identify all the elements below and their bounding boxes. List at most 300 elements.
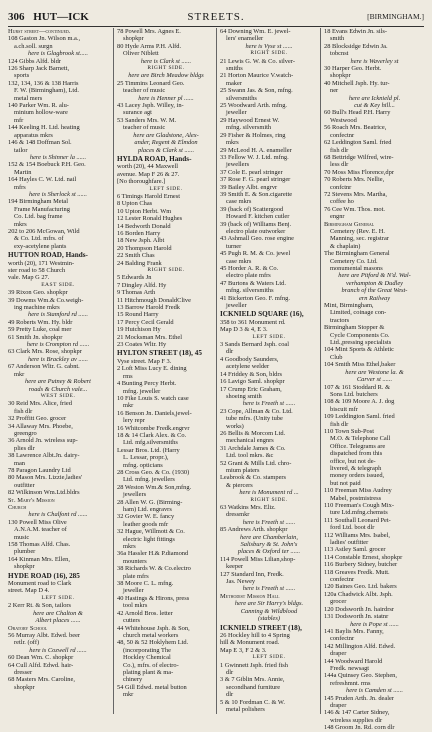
directory-entry-line: 17 Percy Cecil Gerald xyxy=(117,318,174,326)
directory-entry-line: mechanical engnrs xyxy=(226,437,274,445)
cross-street-note: here are Birch Meadow bldgs xyxy=(128,72,204,80)
directory-entry-line: A.N.A.M. teacher of xyxy=(14,526,67,534)
directory-entry-line: 82 Wilkinson Wm.Ltd.bldrs xyxy=(8,489,80,497)
directory-entry-line: 24 Balding Frank xyxy=(117,259,162,267)
directory-entry-line: 164 Hayles C. W. Ltd. nail xyxy=(8,176,77,184)
cross-street-note: here are Putney & Robert xyxy=(25,378,91,386)
directory-entry-line: plies dlr xyxy=(14,444,35,452)
directory-entry-line: 10 Upton Herbt. Wm xyxy=(117,207,172,215)
directory-entry-line: but not paid xyxy=(330,479,361,487)
directory-entry-line: M.O. & Telephone Call xyxy=(330,435,391,443)
directory-entry-line: 11 Hitchmough DonaldClive xyxy=(117,296,191,304)
directory-entry-line: mkr xyxy=(123,402,134,410)
directory-entry-line: 23 Cope, Allman & Co. Ltd. xyxy=(220,407,293,415)
directory-entry-line: & Co. Ltd. mfrs. of xyxy=(14,235,64,243)
directory-entry-line: 40 Hastings & Hirons, press xyxy=(117,594,190,602)
directory-entry-line: 45 Horder A. R. & Co. xyxy=(220,265,279,272)
directory-entry-line: St. Mary's Mission xyxy=(8,496,55,504)
directory-entry-line: 42 Arnold Bros. letter xyxy=(117,609,173,617)
directory-entry-line: 16 Whitcombe Fredk.engrvr xyxy=(117,424,190,432)
directory-entry-line: Cemetery (Rev. E. H. xyxy=(330,227,385,235)
side-heading: EAST SIDE. xyxy=(41,281,75,288)
directory-entry-line: 4 Goodbody Saunders, xyxy=(220,355,279,363)
directory-entry-line: Mint, Birmingham, xyxy=(324,302,374,310)
directory-entry-line: 43 Lacey Jsph. Willey, in- xyxy=(117,102,184,110)
directory-entry-line: L. Lessar, propr.), xyxy=(123,454,169,462)
cross-street-note: here is Vyse st ...... xyxy=(245,42,293,50)
directory-entry-line: rms xyxy=(123,372,133,380)
directory-entry-line: hill & Monument road. xyxy=(220,639,280,647)
directory-entry-line: 64 Cull Alfd. Edwd. hair- xyxy=(8,661,74,669)
directory-entry-line: 63 Watkins Mrs. Eliz. xyxy=(220,504,276,511)
directory-entry-line: 38 Richards W. & Co.electro xyxy=(117,565,191,573)
directory-entry-line: Vyse street. Map F 3. xyxy=(117,357,172,365)
directory-entry-line: exy-acetylene plants xyxy=(14,242,67,250)
side-heading: LEFT SIDE. xyxy=(149,185,183,192)
directory-entry-line: 76 Cee Wm. Thos. mot. xyxy=(324,205,386,213)
directory-entry-line: 23 Coates Wltr. Hy xyxy=(117,341,167,349)
directory-entry-line: vale. Map G 27. xyxy=(8,274,50,282)
directory-entry-line: 120 Baines Geo. Ltd. bakers xyxy=(324,583,397,591)
directory-entry-line: 21 Horton Maurice V.watch- xyxy=(220,72,294,80)
directory-entry-line: confectnr xyxy=(330,131,355,139)
page-number: 306 xyxy=(8,11,25,23)
directory-entry-line: acetylene welder xyxy=(226,363,270,371)
directory-entry-line: 29 Haywood Ernest W. xyxy=(220,116,280,124)
cross-street-note: here is Clark st ...... xyxy=(140,57,192,65)
directory-entry-line: 63 Clark Mrs. Rose, shopkpr xyxy=(8,348,82,356)
directory-entry-line: dlr xyxy=(226,668,234,676)
directory-entry-line: Howard F. kitchen cutler xyxy=(226,213,290,221)
directory-entry-line: 110 Freeman Miss Audrey xyxy=(324,487,392,495)
directory-entry-line: 12 Lester Ronald Hughes xyxy=(117,215,183,223)
directory-entry-line: 29 McLeod H. A. enameller xyxy=(220,146,292,154)
directory-entry-line: 108 & 109 Moore A. J. dog xyxy=(324,398,395,406)
directory-entry-line: Co.), mfrs. of electro- xyxy=(123,661,179,669)
directory-entry-line: smiths xyxy=(226,65,243,73)
directory-entry-line: 2 Kerr Rt. & Son, tailors xyxy=(8,602,72,610)
cross-street-note: cut & Key hill... xyxy=(354,102,395,110)
directory-entry-line: 9 Thomas Arth xyxy=(117,289,156,297)
directory-entry-line: 18 New Jsph. Albt xyxy=(117,237,165,245)
directory-entry-line: plating plant & ma- xyxy=(123,668,174,676)
directory-entry-line: less dlr xyxy=(330,161,349,169)
street-heading: HYDE ROAD (16), 285 xyxy=(8,571,80,580)
directory-entry-line: shopkpr xyxy=(14,683,35,691)
directory-entry-line: greengro xyxy=(14,429,37,437)
directory-columns xyxy=(8,28,424,732)
directory-entry-line: fish dlr xyxy=(330,420,349,428)
directory-entry-line: engnr xyxy=(330,213,345,221)
directory-entry-line: & piercers xyxy=(226,481,253,489)
directory-entry-line: 18 & 14 Clark Alex. & Co. xyxy=(117,431,187,439)
directory-entry-line: 72 Stevens Mrs. Martha, xyxy=(324,190,388,198)
directory-entry-line: turner xyxy=(226,242,242,250)
directory-entry-line: Jas. Newey xyxy=(226,578,256,586)
directory-entry-line: mfrs xyxy=(14,183,26,191)
directory-entry-line: 5 Edwards Jn xyxy=(117,274,152,282)
directory-entry-line: 16 Benson Jn. Daniels,jewel- xyxy=(117,409,192,417)
directory-entry-line: Fredk. newsagt xyxy=(330,664,370,672)
cross-street-note: here is Glagbrook st..... xyxy=(28,50,88,58)
directory-entry-line: 80 Hyde Arms P.H. Alfd. xyxy=(117,42,182,50)
cross-street-note: here is Sherlock st ...... xyxy=(29,190,87,198)
directory-entry-line: 13 Barrow Harold Fredk xyxy=(117,304,181,312)
directory-entry-line: 19 Hutchison Hy xyxy=(117,326,161,334)
directory-entry-line: refreshmnt. rms xyxy=(330,679,371,687)
directory-entry-line: Oliver Niblett xyxy=(123,50,159,58)
directory-entry-line: 124 Gibbs Alfd. bldr xyxy=(8,57,61,65)
side-heading: RIGHT SIDE. xyxy=(147,267,185,273)
cross-street-note: here is Stamford rd ...... xyxy=(28,311,88,319)
directory-entry-line: 130 Powell Miss Olive xyxy=(8,518,67,526)
directory-entry-line: ing machine mkrs xyxy=(14,304,60,312)
directory-entry-line: 36 Arnold Jn. wireless sup- xyxy=(8,437,78,445)
cross-street-note: here is Freeth st ...... xyxy=(242,400,296,408)
side-heading: RIGHT SIDE. xyxy=(250,50,288,57)
directory-entry-line: 14 Friddey & Son, bldrs xyxy=(220,370,282,378)
directory-entry-line: 113 Astley Saml. grocer xyxy=(324,546,386,554)
directory-entry-line: 36a Hassler H.& P.diamond xyxy=(117,550,189,558)
directory-entry-line: teacher of music xyxy=(123,124,166,132)
directory-entry-line: 110 Freeman's Cough Mix- xyxy=(324,502,394,509)
directory-entry-line: 32 Govier W. E. fancy xyxy=(117,513,175,521)
directory-entry-line: monumental masons xyxy=(330,265,383,272)
cross-street-note: ern Railway xyxy=(358,294,391,302)
directory-entry-line: Manning, sec. registrar xyxy=(330,235,389,243)
cross-street-note: here are Chalton & xyxy=(33,609,83,617)
directory-entry-line: 145 Pruden Arth. Jn. dealer xyxy=(324,694,394,702)
cross-street-note: Canning & Wildblood xyxy=(240,607,298,615)
directory-entry-line: 144a Quinsey Geo. Stephen, xyxy=(324,672,397,680)
directory-entry-line: jewellers xyxy=(123,491,147,499)
cross-street-note: here is Freeth st ...... xyxy=(242,518,296,526)
directory-entry-line: Hockley Chemical xyxy=(123,654,171,662)
directory-entry-line: 64 Downing Wm. E. jewel- xyxy=(220,28,291,35)
directory-entry-line: 18 Evans Edwin Jn. sils- xyxy=(324,28,388,35)
directory-entry-line: mfng. silversmiths xyxy=(226,287,274,295)
directory-entry-line: 37 Cole E. pearl stringer xyxy=(220,168,283,176)
directory-entry-line: 109 Leddington Saml. fried xyxy=(324,413,395,421)
directory-entry-line: 120a Chadwick Albt. Jsph. xyxy=(324,590,393,598)
directory-entry-line: 47 Burtons & Waters Ltd. xyxy=(220,279,286,287)
directory-entry-line: 141 Baylis Mrs. Fanny, xyxy=(324,627,384,635)
directory-entry-line: 56 Roach Mrs. Beatrice, xyxy=(324,124,387,132)
cross-street-note: here is Waverley st xyxy=(350,57,399,65)
directory-entry-line: 148 Groom Jn. Rd. corn dlr xyxy=(324,724,395,732)
directory-entry-line: coffee ho xyxy=(330,198,354,206)
directory-entry-line: 30 Reid Mrs. Alice, fried xyxy=(8,400,72,408)
directory-entry-line: Ltd. mfg.silversmiths xyxy=(123,439,178,447)
directory-entry-line: jeweller xyxy=(226,109,247,117)
directory-entry-line: 44 Whitehouse Jsph. & Son, xyxy=(117,624,190,632)
directory-entry-line: Monument road to Clark xyxy=(8,580,72,588)
directory-entry-line: F. W. (Birmingham), Ltd. xyxy=(14,87,79,95)
publisher-label: [BIRMINGHAM.] xyxy=(367,12,424,21)
directory-entry-line: dlr xyxy=(226,691,234,699)
directory-entry-line: 28 Blocksidge Edwin Ja. xyxy=(324,42,388,50)
page-header xyxy=(8,8,424,27)
directory-entry-line: Birmingham General xyxy=(324,220,375,228)
directory-entry-line: 61 Smith Jn. shopkpr xyxy=(8,333,63,341)
directory-entry-line: mkrs xyxy=(123,543,136,551)
directory-entry-line: tailor xyxy=(14,146,28,154)
directory-entry-line: 45 Pugh R. M. & Co. jewel xyxy=(220,250,291,258)
cross-street-note: here is Pope st ...... xyxy=(350,620,399,628)
directory-entry-line: 43 Ashmall Geo. rose engine xyxy=(220,235,295,243)
column-3 xyxy=(216,28,318,714)
directory-entry-line: jewellers xyxy=(226,161,250,169)
street-heading: HUTTON ROAD, Hands- xyxy=(8,251,88,260)
directory-entry-line: money orders issued, xyxy=(330,472,385,480)
side-heading: RIGHT SIDE. xyxy=(250,496,288,503)
directory-entry-line: apparatus mkrs xyxy=(14,131,53,139)
cross-street-note: here are Chamberlain, xyxy=(240,533,298,541)
directory-entry-line: 39 Bailey Albt. engrvr xyxy=(220,183,278,191)
directory-entry-line: draper xyxy=(330,701,347,709)
directory-entry-line: jeweller xyxy=(226,302,247,310)
directory-entry-line: cutters xyxy=(123,617,141,625)
directory-entry-line: 39 Rixon Geo. shopkpr xyxy=(8,289,68,297)
directory-entry-line: secondhand furniture xyxy=(226,683,281,691)
directory-entry-line: plate mfrs xyxy=(123,572,149,580)
directory-entry-line: Office. Telegrams are xyxy=(330,442,386,450)
directory-entry-line: lery repr xyxy=(123,417,145,425)
directory-entry-line: tobcnst xyxy=(330,50,349,58)
directory-entry-line: 40 Mitchell Jsph. Hy. tur- xyxy=(324,79,390,87)
directory-entry-line: 194 Birmingham Metal xyxy=(8,198,68,206)
directory-entry-line: ner xyxy=(330,87,339,95)
directory-entry-line: Co. Ltd. bag frame xyxy=(14,213,63,221)
directory-entry-line: wireless supplies dlr xyxy=(330,716,383,724)
directory-entry-line: man xyxy=(14,459,26,467)
directory-entry-line: 56 Murray Albt. Edwd. beer xyxy=(8,631,81,639)
cross-street-note: branch of the Great West- xyxy=(341,287,408,295)
directory-entry-line: confectnr xyxy=(330,576,355,584)
directory-entry-line: case mkrs xyxy=(226,198,252,206)
cross-street-note: here is Monument rd ... xyxy=(239,489,299,497)
directory-entry-line: Oratory School xyxy=(8,624,48,632)
directory-entry-line: 62 Leddington Saml. fried xyxy=(324,139,392,147)
directory-entry-line: ford Ltd. boot dlr xyxy=(330,524,375,532)
street-heading: HYLTON STREET (18), 45 xyxy=(117,349,202,358)
directory-entry-line: Lessar Bros. Ltd. (Harry xyxy=(117,446,180,454)
directory-entry-line: mfng. jeweller xyxy=(123,387,161,395)
directory-entry-line: 32 Hague, Willmott & Co. xyxy=(117,528,185,536)
directory-entry-line: shoeing smith xyxy=(226,392,262,400)
directory-entry-line: livered, & telegraph xyxy=(330,464,382,472)
cross-street-note: (stables) xyxy=(257,615,280,623)
directory-entry-line: 15 Round Harry xyxy=(117,311,159,319)
directory-entry-line: 25 Timmins Leonard Geo. xyxy=(117,79,185,87)
directory-entry-line: Hurst street—continued. xyxy=(8,28,71,35)
directory-entry-line: 131 Dodsworth Jn. statnr xyxy=(324,613,389,621)
directory-entry-line: 110 Town Sub-Post xyxy=(324,427,374,435)
cross-street-note: here is Cozwell rd ...... xyxy=(29,646,87,654)
directory-entry-line: works) xyxy=(226,422,244,430)
cross-street-note: Carver st ...... xyxy=(356,376,393,384)
cross-street-note: Albert places ...... xyxy=(35,617,81,625)
directory-entry-line: 39 (back of) Williams Benj. xyxy=(220,220,292,228)
directory-entry-line: 26 Bellis & Morcom Ltd. xyxy=(220,429,286,437)
side-heading: WEST SIDE. xyxy=(40,392,76,399)
directory-entry-line: 104 Mint Sports & Athletic xyxy=(324,346,394,354)
directory-entry-line: Leabrook & Co. stampers xyxy=(220,474,287,482)
directory-entry-line: 29 Fisher & Holmes, ring xyxy=(220,131,286,139)
directory-entry-line: Ltd. tool mkrs. &c xyxy=(226,452,274,460)
directory-entry-line: 78 Powell Mrs. Agnes E. xyxy=(117,28,181,35)
directory-entry-line: Cemetery Co. Ltd. xyxy=(330,257,378,265)
directory-entry-line: tube mfrs. (Unity tube xyxy=(226,415,283,423)
directory-entry-line: 25 Woodward Arth. mfng. xyxy=(220,102,287,110)
directory-entry-line: 39 Smith E. & Son.cigarette xyxy=(220,190,293,198)
directory-entry-line: 4 Bunting Percy Herbt. xyxy=(117,380,177,388)
cross-street-note: here are Westone la. & xyxy=(345,368,404,376)
directory-entry-line: ladies' outfitter xyxy=(330,539,369,547)
directory-entry-line: 38 Lawrence Albt.Jn. dairy- xyxy=(8,452,80,460)
directory-entry-line: 68 Masters Mrs. Caroline, xyxy=(8,676,75,684)
directory-entry-line: shopkpr xyxy=(123,35,144,43)
directory-entry-line: 3 & 7 Giblin Mrs. Annie, xyxy=(220,676,285,684)
directory-entry-line: 85 Andrews Arth. shopkpr xyxy=(220,526,288,534)
directory-entry-line: fish dlr xyxy=(14,407,33,415)
directory-entry-line: 52 Grant & Mills Ltd. chro- xyxy=(220,459,292,467)
directory-entry-line: 33 Fellow W. J. Ltd. mfng. xyxy=(220,153,289,161)
directory-entry-line: dresser xyxy=(14,668,33,676)
column-1 xyxy=(8,28,108,714)
directory-entry-line: chinery xyxy=(123,676,143,684)
directory-entry-line: jeweller xyxy=(123,587,144,595)
directory-entry-line: 16 Borden Harry xyxy=(117,229,161,237)
directory-entry-line: 32 Proffitt Geo. grocer xyxy=(8,415,67,423)
directory-entry-line: 68 Bettridge Wilfred, wire- xyxy=(324,153,394,161)
directory-entry-line: 54 Gill Edwd. metal button xyxy=(117,683,187,691)
directory-entry-line: mkr xyxy=(123,691,134,699)
directory-entry-line: 28 Cross Geo. & Co. (1930) xyxy=(117,468,190,476)
directory-entry-line: 39 (back of) Scattergood xyxy=(220,205,284,213)
column-4 xyxy=(320,28,425,732)
directory-entry-line: 1 Gwinnett Jsph. fried fish xyxy=(220,661,288,669)
directory-entry-line: 8 Upton Chas xyxy=(117,200,153,208)
directory-entry-line: case mkrs xyxy=(226,257,252,265)
directory-entry-line: electro plate outworker xyxy=(226,227,286,235)
directory-entry-line: Mabel, postmistress xyxy=(330,494,382,502)
directory-entry-line: 78 Paragon Laundry Ltd xyxy=(8,466,71,474)
directory-entry-line: smith xyxy=(330,35,345,43)
directory-entry-line: shopkpr xyxy=(14,563,35,571)
cross-street-note: here is Camden st ...... xyxy=(346,687,403,695)
directory-entry-line: 70 Moss Miss Florence,dpr xyxy=(324,168,394,176)
cross-street-note: here is Henner pl ...... xyxy=(138,94,194,102)
directory-entry-line: 202 to 206 McGowan, Wild xyxy=(8,227,80,235)
directory-entry-line: 158 Thomas Alfd. Chas. xyxy=(8,541,71,549)
page-title: STREETS. xyxy=(187,11,245,23)
directory-entry-line: sports xyxy=(14,72,30,80)
cross-street-note: here is Crompton rd ...... xyxy=(26,341,90,349)
directory-entry-line: dressmkr xyxy=(226,511,250,519)
directory-entry-line: silversmiths xyxy=(226,94,257,102)
directory-entry-line: 37 Rose F. G. pearl stringer xyxy=(220,176,291,184)
directory-entry-line: 108 Gaston Jn. Wilson m.a., xyxy=(8,35,81,43)
directory-entry-line: 120 Dodsworth Jn. hairdrsr xyxy=(324,605,394,613)
directory-entry-line: 118 Greaves Fredk. Mutt. xyxy=(324,568,390,576)
directory-entry-line: maker xyxy=(226,79,242,87)
directory-entry-line: 6 Timings Harold Ernest xyxy=(117,192,181,200)
cross-street-note: here are Pitford & N'd. Wal- xyxy=(338,272,411,280)
cross-street-note: here are Icknield pl. xyxy=(348,94,401,102)
directory-entry-line: 31 Archdale James & Co. xyxy=(220,444,286,452)
directory-entry-line: metal mers xyxy=(14,94,43,102)
directory-entry-line: 142 Millington Alfd. Edwd. xyxy=(324,642,396,650)
directory-entry-line: 59 Pretty Luke, coal mer xyxy=(8,326,72,334)
directory-entry-line: keeper xyxy=(226,563,244,571)
directory-entry-line: a.ch.soll. surgn xyxy=(14,42,53,50)
cross-street-note: ander, Regent & Elmdon xyxy=(134,139,198,147)
directory-entry-line: 7 Dingley Alfd. Hy xyxy=(117,281,167,289)
directory-entry-line: confctnr xyxy=(330,183,352,191)
directory-entry-line: 20 Thompson Harold xyxy=(117,244,172,252)
directory-entry-line: 146 & 148 Doffman Sol. xyxy=(8,139,72,147)
side-heading: LEFT SIDE. xyxy=(252,654,286,661)
directory-entry-line: mkrs xyxy=(14,220,27,228)
directory-entry-line: 70 Roberts Mrs. Nellie, xyxy=(324,176,385,184)
directory-entry-line: 21 Mocksman Mrs. Ethel xyxy=(117,333,182,341)
cross-street-note: places & Clark st ...... xyxy=(137,146,195,154)
cross-street-note: verhampton & Dudley xyxy=(345,279,404,287)
directory-entry-line: 16 Lavigo Saml. shopkpr xyxy=(220,378,285,386)
directory-entry-line: 21 Lewis G. W. & Co. silver- xyxy=(220,57,295,65)
directory-entry-line: Methodist Mission Hall xyxy=(220,592,280,600)
cross-street-note: here are Gladstone, Alex- xyxy=(133,131,199,139)
cross-street-note: places & Oxford ter ...... xyxy=(237,548,301,556)
street-heading: ICKNIELD SQUARE (16), xyxy=(220,310,304,319)
directory-entry-line: Map D 3 & 4, E 3. xyxy=(220,326,268,334)
directory-entry-line: worth (20), 44 Maxwell xyxy=(117,163,179,171)
directory-entry-line: Map E 3, F 2 & 3. xyxy=(220,646,267,654)
directory-entry-line: 116 Burbery Sidney, butcher xyxy=(324,561,398,569)
directory-entry-line: retlr. (off) xyxy=(14,639,40,647)
directory-entry-line: 28 Allen W. G. (Birming- xyxy=(117,498,183,506)
directory-entry-line: 127 Standard Inn, Fredk. xyxy=(220,570,284,578)
directory-entry-line: shopkpr xyxy=(330,72,351,80)
directory-entry-line: Ltd.,pressing specialists xyxy=(330,339,392,347)
side-heading: LEFT SIDE. xyxy=(41,594,75,601)
directory-entry-line: 60 Dean Wm. C. shopkpr xyxy=(8,654,74,662)
directory-entry-line: Cycle Components Co. xyxy=(330,331,390,339)
directory-entry-line: street. Map D 4. xyxy=(8,587,50,595)
directory-entry-line: 10 Fike Louis S. watch case xyxy=(117,394,189,402)
directory-entry-line: Ltd. mfng. jewellers xyxy=(123,476,175,484)
directory-entry-line: The Birmingham General xyxy=(324,250,390,258)
directory-entry-line: tractors xyxy=(330,316,350,324)
directory-entry-line: 5 & 10 Fordman C. & W. xyxy=(220,698,285,706)
directory-entry-line: teacher of music xyxy=(123,87,166,95)
directory-entry-line: metal polishers xyxy=(226,705,265,713)
directory-entry-line: mium platers xyxy=(226,466,260,474)
directory-entry-line: 126 Sharp Jack Barnett, xyxy=(8,65,70,73)
directory-entry-line: 25 Swann Jas. & Son, mfng. xyxy=(220,87,293,95)
directory-entry-line: 107 & 161 Stoddard R. & xyxy=(324,383,391,391)
directory-entry-line: mfr xyxy=(14,116,24,124)
street-heading: ICKNIELD STREET (18), xyxy=(220,623,302,632)
directory-entry-line: [No thoroughfare.] xyxy=(117,178,166,186)
directory-entry-line: 17 Crump Eric Graham, xyxy=(220,385,282,393)
directory-entry-line: 358 to 361 Monument rd. xyxy=(220,318,286,326)
directory-entry-line: 26 Hockley hill to 4 Spring xyxy=(220,631,290,639)
directory-entry-line: 60 Bull's Head P.H. Harry xyxy=(324,109,391,117)
directory-entry-line: 2 Loft Miss Lucy E. dining xyxy=(117,365,187,373)
directory-entry-line: 132, 134, 136 & 138 Harris xyxy=(8,79,79,87)
